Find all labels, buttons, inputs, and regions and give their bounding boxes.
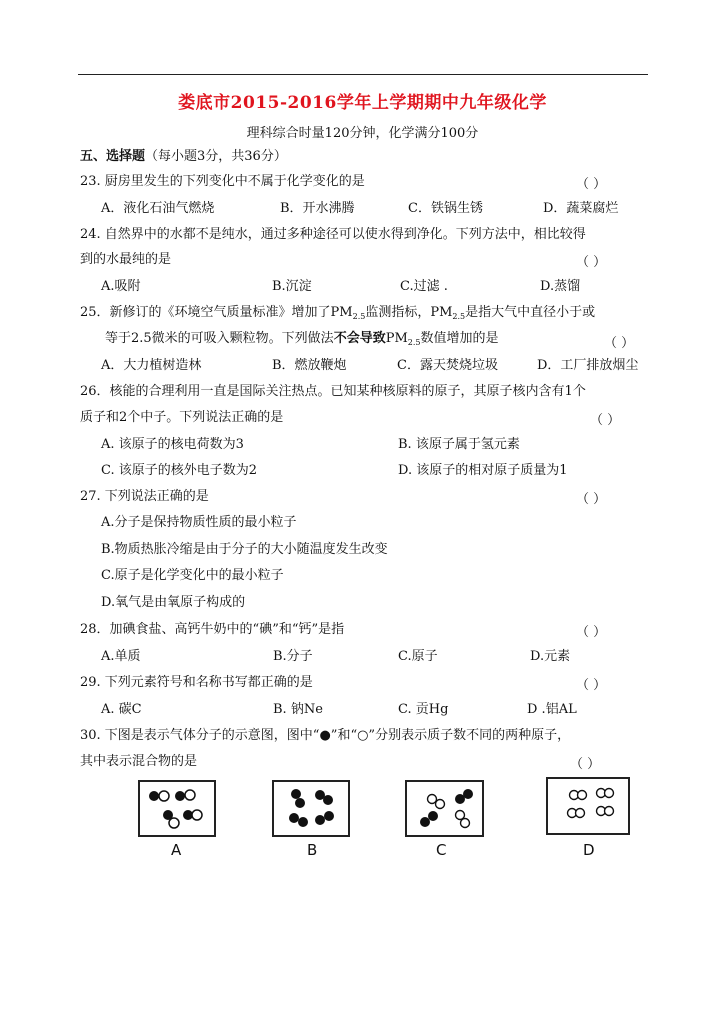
q29-stem: 29. 下列元素符号和名称书写都正确的是 xyxy=(80,675,313,690)
q25-subscript-1: 2.5 xyxy=(352,312,366,321)
section-note: （每小题3分，共36分） xyxy=(145,149,287,164)
figure-c-label: C xyxy=(436,841,447,859)
figure-c xyxy=(405,780,484,837)
q30-answer-blank: （ ） xyxy=(570,757,601,772)
atom-black xyxy=(463,789,473,799)
atom-black xyxy=(420,817,430,827)
figure-c-molecules xyxy=(407,782,482,835)
atom-black xyxy=(289,813,299,823)
atom-white xyxy=(436,800,445,809)
q25-option-c: C．露天焚烧垃圾 xyxy=(397,358,498,373)
atom-black xyxy=(315,815,325,825)
q24-option-c: C.过滤 . xyxy=(400,279,448,294)
q24-stem-line1: 24. 自然界中的水都不是纯水，通过多种途径可以使水得到净化。下列方法中，相比较得 xyxy=(80,227,586,242)
q24-stem-line2: 到的水最纯的是 xyxy=(80,252,172,267)
q26-option-b: B. 该原子属于氢元素 xyxy=(398,437,520,452)
atom-black xyxy=(175,791,185,801)
q28-stem: 28．加碘食盐、高钙牛奶中的“碘”和“钙”是指 xyxy=(80,622,345,637)
figure-a xyxy=(138,780,216,837)
page-title: 娄底市2015-2016学年上学期期中九年级化学 xyxy=(178,93,547,113)
q29-option-d: D .铝AL xyxy=(527,702,577,717)
figure-d xyxy=(546,777,630,835)
q24-option-b: B.沉淀 xyxy=(272,279,312,294)
figure-a-molecules xyxy=(140,782,214,835)
q26-stem-line2: 质子和2个中子。下列说法正确的是 xyxy=(80,410,284,425)
q30-stem-line2: 其中表示混合物的是 xyxy=(80,754,198,769)
q27-stem: 27. 下列说法正确的是 xyxy=(80,489,209,504)
atom-black xyxy=(428,811,438,821)
atom-white xyxy=(576,809,585,818)
q27-option-b: B.物质热胀冷缩是由于分子的大小随温度发生改变 xyxy=(101,542,388,557)
q24-option-a: A.吸附 xyxy=(101,279,141,294)
figure-a-label: A xyxy=(171,841,182,859)
q28-option-c: C.原子 xyxy=(398,649,438,664)
q25-option-b: B．燃放鞭炮 xyxy=(272,358,347,373)
q26-answer-blank: （ ） xyxy=(590,413,621,428)
q29-option-a: A. 碳C xyxy=(101,702,142,717)
q27-option-d: D.氧气是由氧原子构成的 xyxy=(101,595,246,610)
q27-answer-blank: （ ） xyxy=(576,492,607,507)
q25-emphasis: 不会导致 xyxy=(333,331,386,346)
section-label: 五、选择题 xyxy=(80,149,146,164)
q23-option-a: A．液化石油气燃烧 xyxy=(101,201,215,216)
atom-white xyxy=(169,818,179,828)
q28-option-a: A.单质 xyxy=(101,649,141,664)
q26-option-c: C. 该原子的核外电子数为2 xyxy=(101,463,258,478)
q28-option-b: B.分子 xyxy=(273,649,313,664)
q28-option-d: D.元素 xyxy=(530,649,571,664)
q26-stem-line1: 26．核能的合理利用一直是国际关注热点。已知某种核原料的原子，其原子核内含有1个 xyxy=(80,384,586,399)
atom-white xyxy=(185,790,195,800)
q25-subscript-3: 2.5 xyxy=(407,338,421,347)
q23-stem: 23. 厨房里发生的下列变化中不属于化学变化的是 xyxy=(80,174,365,189)
atom-white xyxy=(578,791,587,800)
section-heading xyxy=(80,148,287,166)
q29-answer-blank: （ ） xyxy=(576,678,607,693)
atom-black xyxy=(324,811,334,821)
atom-black xyxy=(323,795,333,805)
q26-option-d: D. 该原子的相对原子质量为1 xyxy=(398,463,568,478)
q25-subscript-2: 2.5 xyxy=(452,312,466,321)
atom-black xyxy=(291,789,301,799)
figure-d-molecules xyxy=(548,779,628,833)
q27-option-a: A.分子是保持物质性质的最小粒子 xyxy=(101,515,297,530)
q25-option-a: A．大力植树造林 xyxy=(101,358,202,373)
q25-text-5: PM xyxy=(385,331,408,346)
figure-b xyxy=(272,780,350,837)
q24-answer-blank: （ ） xyxy=(576,255,607,270)
header-rule xyxy=(78,74,648,75)
atom-white xyxy=(605,789,614,798)
q29-option-b: B. 钠Ne xyxy=(273,702,323,717)
atom-black xyxy=(298,817,308,827)
q25-text-4: 等于2.5微米的可吸入颗粒物。下列做法 xyxy=(105,331,334,346)
q25-stem-line2 xyxy=(105,330,499,352)
atom-white xyxy=(159,791,169,801)
atom-black xyxy=(295,798,305,808)
q29-option-c: C. 贡Hg xyxy=(398,702,449,717)
q23-option-c: C．铁锅生锈 xyxy=(408,201,483,216)
page-subtitle: 理科综合时量120分钟，化学满分100分 xyxy=(246,126,479,141)
atom-white xyxy=(461,819,470,828)
figure-b-label: B xyxy=(307,841,318,859)
q27-option-c: C.原子是化学变化中的最小粒子 xyxy=(101,568,284,583)
q30-stem-line1: 30. 下图是表示气体分子的示意图，图中“●”和“○”分别表示质子数不同的两种原子， xyxy=(80,728,571,743)
q28-answer-blank: （ ） xyxy=(576,625,607,640)
q25-stem-line1 xyxy=(80,304,595,326)
q25-option-d: D．工厂排放烟尘 xyxy=(537,358,639,373)
q24-option-d: D.蒸馏 xyxy=(540,279,581,294)
q23-option-b: B．开水沸腾 xyxy=(280,201,355,216)
q25-answer-blank: （ ） xyxy=(604,336,635,351)
q25-text-3: 是指大气中直径小于或 xyxy=(465,305,596,320)
q25-text-2: 监测指标，PM xyxy=(365,305,453,320)
atom-white xyxy=(605,807,614,816)
q23-option-d: D．蔬菜腐烂 xyxy=(543,201,619,216)
q25-text-1: 25．新修订的《环境空气质量标准》增加了PM xyxy=(80,305,353,320)
q23-answer-blank: （ ） xyxy=(576,177,607,192)
atom-white xyxy=(192,810,202,820)
atom-black xyxy=(149,791,159,801)
q25-text-6: 数值增加的是 xyxy=(420,331,499,346)
figure-d-label: D xyxy=(583,841,595,859)
figure-b-molecules xyxy=(274,782,348,835)
q26-option-a: A. 该原子的核电荷数为3 xyxy=(101,437,244,452)
